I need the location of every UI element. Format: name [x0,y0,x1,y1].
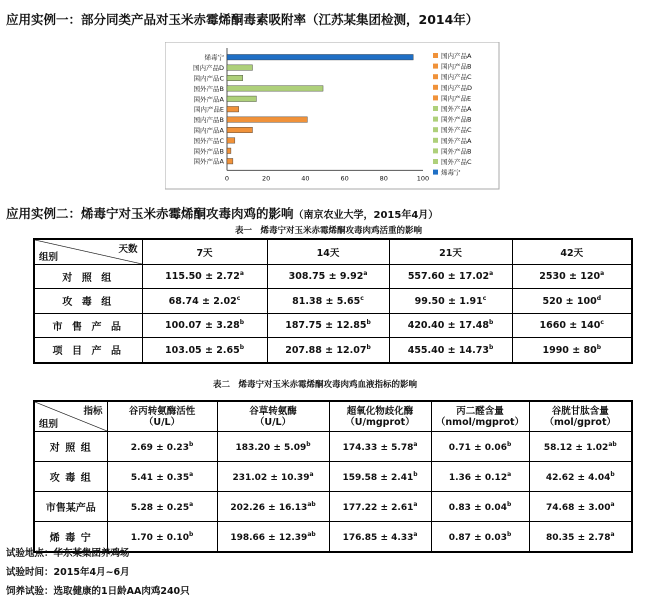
legend-label: 国内产品D [441,83,473,92]
bar [227,148,231,154]
table-cell: 58.12 ± 1.02$^{ab}$ [529,432,632,462]
legend-label: 国内产品A [441,52,472,60]
table-cell: 0.87 ± 0.03$^b$ [431,522,529,553]
table-cell: 115.50 ± 2.72$^a$ [142,264,267,289]
table-row [34,492,632,522]
x-tick-label: 100 [416,174,430,183]
legend-swatch [433,148,438,153]
table-cell: 455.40 ± 14.73$^b$ [389,338,512,363]
corner-top-label: 指标 [83,406,103,417]
legend-label: 国外产品A [441,105,472,113]
table-cell: 103.05 ± 2.65$^b$ [142,338,267,363]
footer-feeding: 饲养试验：选取健康的1日龄AA肉鸡240只 [6,586,190,597]
table-cell: 159.58 ± 2.41$^b$ [329,462,431,492]
row-label: 市售某产品 [34,492,107,522]
bar [227,86,323,92]
bar [227,96,256,102]
corner-bottom-label: 组别 [39,251,59,263]
row-label: 攻 毒 组 [34,462,107,492]
legend-label: 国内产品C [441,73,472,82]
table-cell: 198.66 ± 12.39$^{ab}$ [217,522,329,553]
table1-header-row [34,239,632,264]
x-tick-label: 0 [224,174,230,183]
table1-col-header: 7天 [142,239,267,264]
section1-title: 应用实例一：部分同类产品对玉米赤霉烯酮毒素吸附率（江苏某集团检测，2014年） [6,12,479,27]
table1-col-header: 42天 [512,239,632,264]
table1-caption: 表一 烯毒宁对玉米赤霉烯酮攻毒肉鸡活重的影响 [235,226,423,236]
y-tick-label: 国外产品A [193,157,224,166]
bar [227,75,243,81]
y-tick-label: 国外产品B [193,147,224,156]
bar [227,127,252,133]
legend-swatch [433,138,438,143]
table2-corner [34,401,107,432]
table-cell: 207.88 ± 12.07$^b$ [267,338,389,363]
table2-col-header: 谷草转氨酶 （U/L） [217,401,329,432]
table-cell: 68.74 ± 2.02$^c$ [142,289,267,314]
table-row [34,338,632,363]
table2-blood [33,400,633,553]
y-tick-label: 国外产品B [193,84,224,93]
table-cell: 557.60 ± 17.02$^a$ [389,264,512,289]
footer-time: 试验时间：2015年4月~6月 [6,567,130,578]
table-cell: 187.75 ± 12.85$^b$ [267,313,389,338]
table-cell: 420.40 ± 17.48$^b$ [389,313,512,338]
table-cell: 177.22 ± 2.61$^a$ [329,492,431,522]
row-label: 对 照 组 [34,264,142,289]
legend-label: 国外产品C [441,158,472,166]
x-tick-label: 40 [301,174,310,183]
x-tick-label: 20 [262,174,271,183]
y-tick-label: 烯毒宁 [204,53,224,62]
section2-heading [6,204,438,222]
y-tick-label: 国外产品C [193,136,224,145]
table-cell: 176.85 ± 4.33$^a$ [329,522,431,553]
x-tick-label: 80 [379,174,388,183]
table1-weight [33,238,633,364]
table2-col-header: 超氧化物歧化酶 （U/mgprot） [329,401,431,432]
table-cell: 74.68 ± 3.00$^a$ [529,492,632,522]
bar [227,54,413,60]
row-label: 对 照 组 [34,432,107,462]
y-tick-label: 国内产品A [193,126,224,135]
footer-location: 试验地点：华东某集团养鸡场 [6,548,130,559]
row-label: 市 售 产 品 [34,313,142,338]
table2-caption: 表二 烯毒宁对玉米赤霉烯酮攻毒肉鸡血液指标的影响 [213,380,418,390]
bar [227,158,233,164]
legend-label: 国外产品C [441,126,472,135]
table-cell: 5.28 ± 0.25$^a$ [107,492,217,522]
row-label: 烯 毒 宁 [34,522,107,553]
table-cell: 0.83 ± 0.04$^b$ [431,492,529,522]
legend-swatch [433,117,438,122]
table-cell: $2530 \pm 120^a$ [512,264,632,289]
table2-col-header: 丙二醛含量 （nmol/mgprot） [431,401,529,432]
table2-header-row [34,401,632,432]
y-tick-label: 国内产品E [193,105,224,114]
legend-swatch [433,159,438,164]
legend-swatch [433,170,438,175]
table-cell: 1.36 ± 0.12$^a$ [431,462,529,492]
legend-label: 国外产品A [441,136,472,145]
legend-label: 国外产品B [441,147,472,156]
legend-swatch [433,64,438,69]
legend-swatch [433,53,438,58]
legend-label: 国外产品B [441,115,472,124]
adsorption-chart [165,42,500,190]
table-row [34,432,632,462]
table-row [34,264,632,289]
legend-label: 烯毒宁 [441,168,461,177]
y-tick-label: 国内产品D [192,64,224,73]
table-cell: 202.26 ± 16.13$^{ab}$ [217,492,329,522]
legend-swatch [433,85,438,90]
table1-corner [34,239,142,264]
row-label: 攻 毒 组 [34,289,142,314]
table-cell: 174.33 ± 5.78$^a$ [329,432,431,462]
table2-col-header: 谷丙转氨酶活性 （U/L） [107,401,217,432]
legend-swatch [433,106,438,111]
legend-swatch [433,74,438,79]
table-cell: $1660 \pm 140^c$ [512,313,632,338]
legend-swatch [433,127,438,132]
bar [227,65,252,71]
bar [227,138,235,144]
table-row [34,462,632,492]
y-tick-label: 国内产品C [193,74,224,83]
table-cell: 0.71 ± 0.06$^b$ [431,432,529,462]
table-cell: 42.62 ± 4.04$^b$ [529,462,632,492]
table1-col-header: 21天 [389,239,512,264]
section2-source: （南京农业大学，2015年4月） [293,210,439,221]
table-cell: 100.07 ± 3.28$^b$ [142,313,267,338]
table-cell: 99.50 ± 1.91$^c$ [389,289,512,314]
table-cell: 308.75 ± 9.92$^a$ [267,264,389,289]
bar [227,117,307,123]
table-cell: 5.41 ± 0.35$^a$ [107,462,217,492]
row-label: 项 目 产 品 [34,338,142,363]
bar [227,106,239,112]
table-row [34,313,632,338]
y-tick-label: 国外产品A [193,95,224,104]
legend-swatch [433,95,438,100]
x-tick-label: 60 [340,174,349,183]
y-tick-label: 国内产品B [193,116,224,125]
table-cell: 80.35 ± 2.78$^a$ [529,522,632,553]
legend-label: 国内产品B [441,62,472,71]
table-cell: 231.02 ± 10.39$^a$ [217,462,329,492]
legend-label: 国内产品E [441,94,472,103]
table1-col-header: 14天 [267,239,389,264]
table2-col-header: 谷胱甘肽含量 （mol/gprot） [529,401,632,432]
table-cell: $1990 \pm 80^b$ [512,338,632,363]
table-cell: 81.38 ± 5.65$^c$ [267,289,389,314]
corner-bottom-label: 组别 [39,419,59,430]
table-cell: 2.69 ± 0.23$^b$ [107,432,217,462]
table-cell: 1.70 ± 0.10$^b$ [107,522,217,553]
section2-title: 应用实例二：烯毒宁对玉米赤霉烯酮攻毒肉鸡的影响 [6,206,294,221]
corner-top-label: 天数 [118,244,138,255]
table-cell: 183.20 ± 5.09$^b$ [217,432,329,462]
table-cell: $520 \pm 100^d$ [512,289,632,314]
table-row [34,289,632,314]
